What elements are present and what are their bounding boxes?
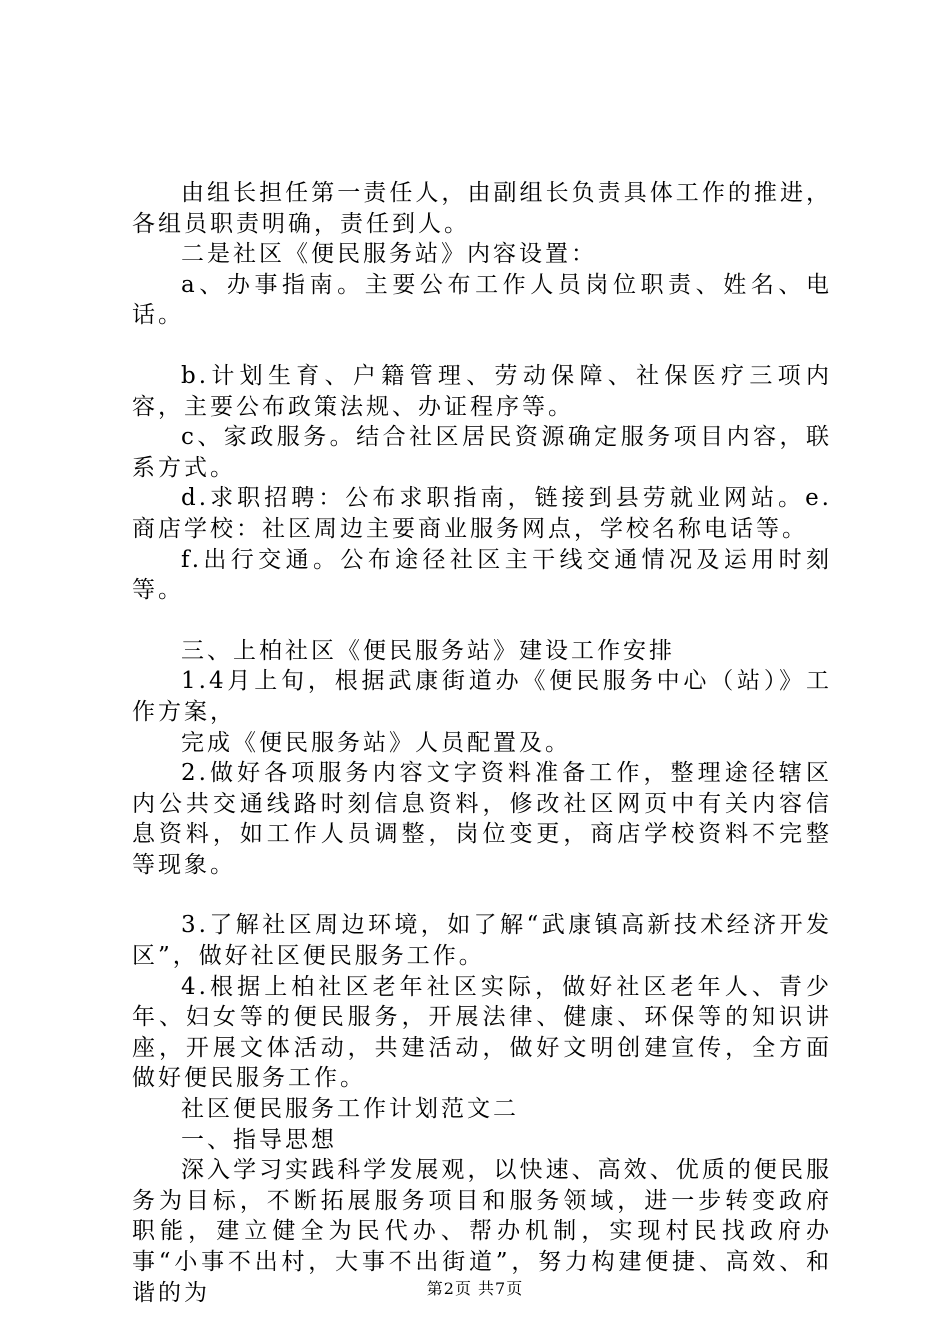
paragraph: 深入学习实践科学发展观，以快速、高效、优质的便民服务为目标，不断拓展服务项目和服务领域，进一步转变政府职能，建立健全为民代办、帮办机制，实现村民找政府办事“小事不出村，大事不出街道”，努力构建便捷、高效、和谐的为 <box>132 1157 832 1306</box>
section-heading: 一、指导思想 <box>181 1126 337 1153</box>
section-heading: 社区便民服务工作计划范文二 <box>181 1096 519 1123</box>
paragraph: 二是社区《便民服务站》内容设置： <box>181 241 597 268</box>
paragraph: b.计划生育、户籍管理、劳动保障、社保医疗三项内容，主要公布政策法规、办证程序等。 <box>132 362 832 420</box>
paragraph: 1.4月上旬，根据武康街道办《便民服务中心（站）》工作方案， <box>132 668 832 725</box>
paragraph-spacer <box>132 880 832 910</box>
paragraph: 由组长担任第一责任人，由副组长负责具体工作的推进，各组员职责明确，责任到人。 <box>132 180 832 237</box>
paragraph: 2.做好各项服务内容文字资料准备工作，整理途径辖区内公共交通线路时刻信息资料，修改社区网页中有关内容信息资料，如工作人员调整，岗位变更，商店学校资料不完整等现象。 <box>132 760 832 878</box>
section-heading: 三、上柏社区《便民服务站》建设工作安排 <box>181 637 675 664</box>
paragraph: 4.根据上柏社区老年社区实际，做好社区老年人、青少年、妇女等的便民服务，开展法律、健康、环保等的知识讲座，开展文体活动，共建活动，做好文明创建宣传，全方面做好便民服务工作。 <box>132 973 832 1092</box>
document-body <box>132 178 832 1308</box>
paragraph: 3.了解社区周边环境，如了解“武康镇高新技术经济开发区”，做好社区便民服务工作。 <box>132 912 832 970</box>
paragraph: d.求职招聘：公布求职指南，链接到县劳就业网站。e.商店学校：社区周边主要商业服务网点，学校名称电话等。 <box>132 485 832 542</box>
paragraph: f.出行交通。公布途径社区主干线交通情况及运用时刻等。 <box>132 546 832 604</box>
paragraph: a、办事指南。主要公布工作人员岗位职责、姓名、电话。 <box>132 271 832 329</box>
paragraph-spacer <box>132 606 832 636</box>
paragraph: 完成《便民服务站》人员配置及。 <box>181 729 571 756</box>
paragraph: c、家政服务。结合社区居民资源确定服务项目内容，联系方式。 <box>132 424 832 481</box>
paragraph-spacer <box>132 331 832 361</box>
page-footer: 第2页 共7页 <box>426 1279 524 1298</box>
